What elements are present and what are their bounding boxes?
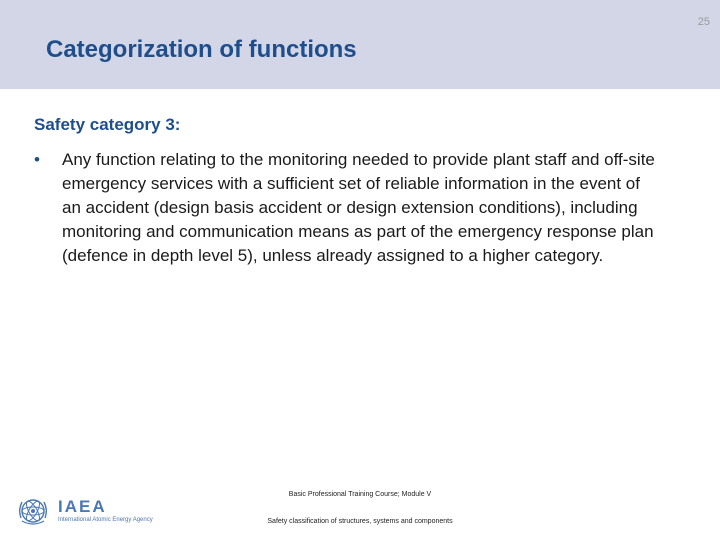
bullet-dot-icon: • (34, 150, 40, 169)
logo-wordmark: IAEA (58, 496, 107, 516)
section-subheading: Safety category 3: (34, 115, 181, 134)
slide-number: 25 (697, 16, 710, 28)
bullet-list (34, 148, 674, 268)
logo-subtitle: International Atomic Energy Agency (58, 516, 153, 523)
un-emblem-icon (16, 494, 50, 528)
bullet-item (34, 148, 674, 268)
footer-topic: Safety classification of structures, systems and components (267, 518, 453, 525)
footer-course: Basic Professional Training Course; Module V (288, 491, 432, 498)
logo-words (58, 498, 153, 525)
slide-title: Categorization of functions (46, 36, 357, 63)
bullet-text: Any function relating to the monitoring needed to provide plant staff and off-site emergency services with a sufficient set of reliable information in the event of an accident (design basis accident or design extension conditions), including monitoring and communication means as part of the emergency response plan (defence in depth level 5), unless already assigned to a higher category. (62, 150, 655, 265)
iaea-logo (16, 494, 153, 528)
